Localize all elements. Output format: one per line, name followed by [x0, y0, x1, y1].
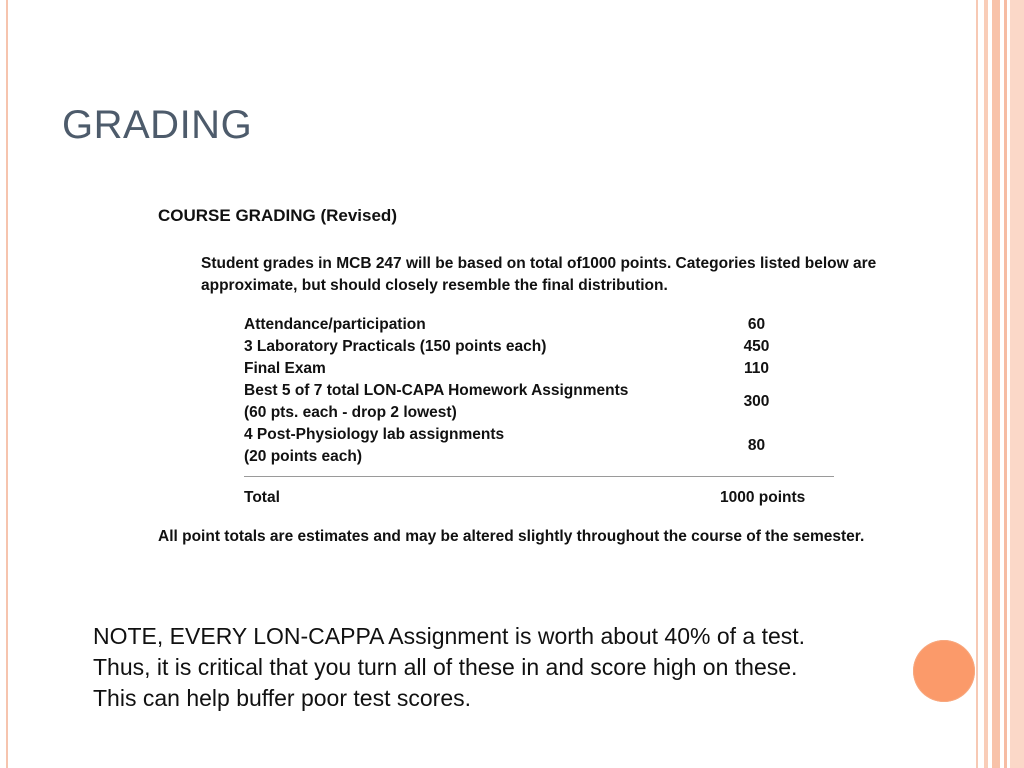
- grading-intro: Student grades in MCB 247 will be based on total of1000 points. Categories listed below are approximate, but should closely resemble the final distribution.: [201, 255, 877, 294]
- total-divider: [244, 476, 834, 477]
- row-label-line: 4 Post-Physiology lab assignments: [244, 426, 505, 443]
- table-row: [244, 336, 834, 358]
- right-decorative-stripes: [976, 0, 1024, 768]
- row-label: [244, 358, 699, 380]
- row-label-line: Best 5 of 7 total LON-CAPA Homework Assignments: [244, 382, 629, 399]
- row-points: 450: [743, 338, 770, 355]
- stripe: [1010, 0, 1024, 768]
- table-row: [244, 314, 834, 336]
- left-border-line: [6, 0, 8, 768]
- table-row: [244, 358, 834, 380]
- row-label-line: 3 Laboratory Practicals (150 points each): [244, 338, 547, 355]
- total-value: 1000 points: [720, 489, 806, 506]
- stripe: [976, 0, 978, 768]
- row-points: 80: [747, 437, 766, 454]
- stripe: [1004, 0, 1007, 768]
- course-grading-image: [158, 205, 878, 548]
- stripe: [984, 0, 988, 768]
- row-points: 300: [743, 393, 770, 410]
- total-row: [244, 487, 834, 509]
- total-label: Total: [244, 489, 280, 506]
- note-text: NOTE, EVERY LON-CAPPA Assignment is worth about 40% of a test. Thus, it is critical that you turn all of these in and score high on these. This can help buffer poor test scores.: [93, 623, 806, 711]
- grading-heading: COURSE GRADING (Revised): [158, 206, 397, 225]
- slide-title: GRADING: [62, 103, 253, 147]
- row-label: [244, 314, 699, 336]
- row-label-line: (20 points each): [244, 448, 362, 465]
- row-label: [244, 424, 699, 468]
- row-points: 110: [743, 360, 769, 377]
- row-label-line: (60 pts. each - drop 2 lowest): [244, 404, 457, 421]
- stripe: [992, 0, 1000, 768]
- grading-table: [244, 314, 834, 509]
- table-row: [244, 424, 834, 468]
- row-points: 60: [747, 316, 766, 333]
- row-label-line: Final Exam: [244, 360, 326, 377]
- row-label: [244, 336, 699, 358]
- orange-circle-decoration: [913, 640, 975, 702]
- row-label: [244, 380, 699, 424]
- row-label-line: Attendance/participation: [244, 316, 426, 333]
- grading-footer: All point totals are estimates and may be altered slightly throughout the course of the semester.: [158, 528, 865, 545]
- table-row: [244, 380, 834, 424]
